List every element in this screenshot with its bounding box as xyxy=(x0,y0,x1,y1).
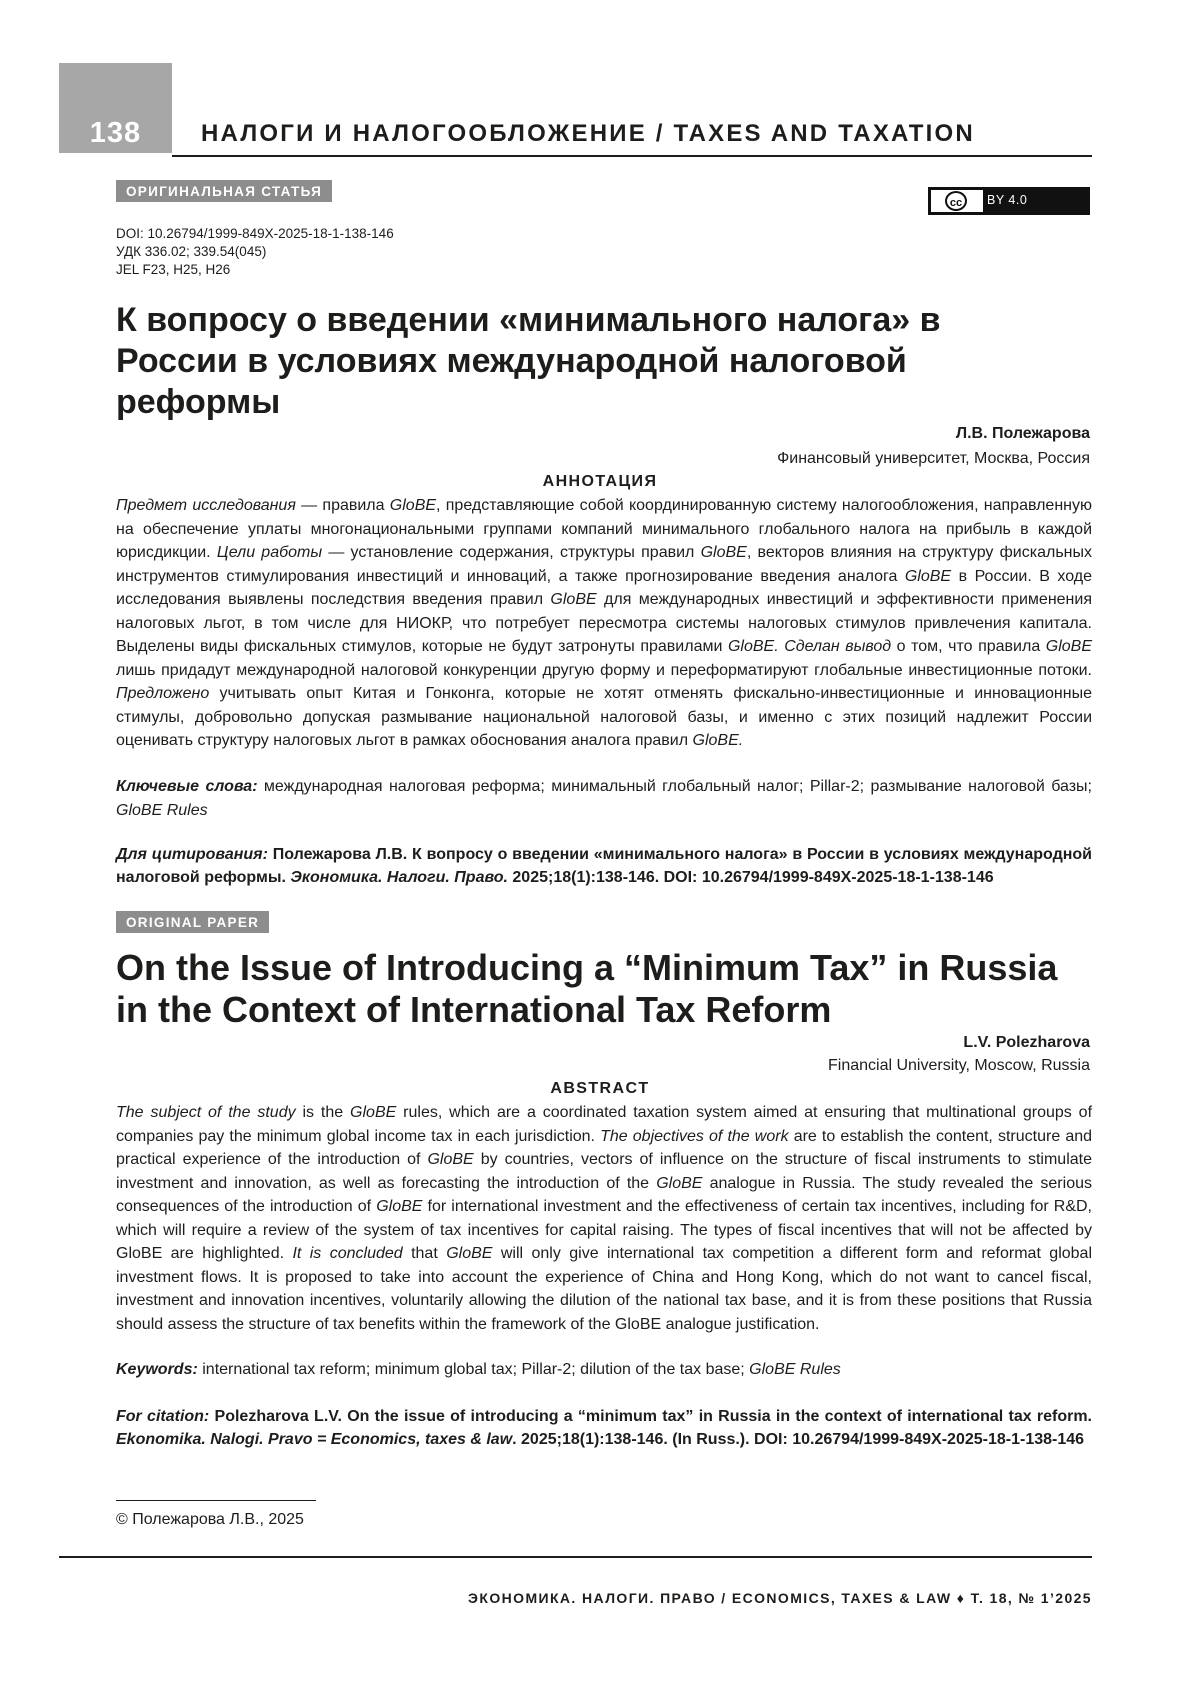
jel-codes: JEL F23, H25, H26 xyxy=(116,262,231,277)
cc-icon: cc xyxy=(945,191,967,211)
copyright: © Полежарова Л.В., 2025 xyxy=(116,1511,304,1528)
copyright-rule xyxy=(116,1500,316,1501)
cc-license-badge[interactable] xyxy=(928,187,1090,215)
article-title-ru: К вопросу о введении «минимального налога» в России в условиях международной налоговой реформы xyxy=(116,301,941,421)
abstract-heading-ru: АННОТАЦИЯ xyxy=(542,473,658,490)
article-title-en: On the Issue of Introducing a “Minimum Tax” in Russia in the Context of International Tax Reform xyxy=(116,947,1058,1030)
article-type-badge-ru: ОРИГИНАЛЬНАЯ СТАТЬЯ xyxy=(116,180,332,202)
header-rule xyxy=(172,155,1092,157)
page-number: 138 xyxy=(89,117,142,149)
article-type-badge-en: ORIGINAL PAPER xyxy=(116,911,269,933)
section-title: НАЛОГИ И НАЛОГООБЛОЖЕНИЕ / TAXES AND TAXATION xyxy=(201,120,975,147)
abstract-en: The subject of the study is the GloBE rules, which are a coordinated taxation system aimed at ensuring that multinational groups of companies pay the minimum global income tax in each jurisdiction. The objectives of the work are to establish the content, structure and practical experience of the introduction of GloBE by countries, vectors of influence on the structure of fiscal instruments to stimulate investment and innovation, as well as forecasting the introduction of the GloBE analogue in Russia. The study revealed the serious consequences of the introduction of GloBE for international investment and the effectiveness of certain tax incentives, including for R&D, which will require a review of the system of tax incentives for capital raising. The types of fiscal incentives that will not be affected by GloBE are highlighted. It is concluded that GloBE will only give international tax competition a different form and reformat global investment flows. It is proposed to take into account the experience of China and Hong Kong, which do not want to cancel fiscal, investment and innovation incentives, voluntarily allowing the dilution of the national tax base, and it is from these positions that Russia should assess the structure of tax benefits within the framework of the GloBE analogue justification. xyxy=(116,1104,1093,1333)
keywords-en: Keywords: international tax reform; minimum global tax; Pillar-2; dilution of the tax base; GloBE Rules xyxy=(116,1361,841,1378)
license-text: BY 4.0 xyxy=(987,193,1028,207)
author-en: L.V. Polezharova xyxy=(963,1034,1090,1051)
abstract-ru: Предмет исследования — правила GloBE, представляющие собой координированную систему налогообложения, направленную на обеспечение уплаты многонациональными группами компаний минимального глобального налога на прибыль в каждой юрисдикции. Цели работы — установление содержания, структуры правил GloBE, векторов влияния на структуру фискальных инструментов стимулирования инвестиций и инноваций, а также прогнозирование введения аналога GloBE в России. В ходе исследования выявлены последствия введения правил GloBE для международных инвестиций и эффективности применения налоговых льгот, в том числе для НИОКР, что потребует пересмотра системы налоговых стимулов привлечения капитала. Выделены виды фискальных стимулов, которые не будут затронуты правилами GloBE. Сделан вывод о том, что правила GloBE лишь придадут международной налоговой конкуренции другую форму и переформатируют глобальные инвестиционные потоки. Предложено учитывать опыт Китая и Гонконга, которые не хотят отменять фискально-инвестиционные и инновационные стимулы, добровольно допуская размывание национальной налоговой базы, и именно с этих позиций надлежит России оценивать структуру налоговых льгот в рамках обоснования аналога правил GloBE. xyxy=(116,497,1093,749)
doi-ru: DOI: 10.26794/1999-849X-2025-18-1-138-146 xyxy=(116,226,394,241)
abstract-heading-en: ABSTRACT xyxy=(550,1080,650,1097)
udk: УДК 336.02; 339.54(045) xyxy=(116,244,267,259)
author-ru: Л.В. Полежарова xyxy=(955,425,1090,442)
affiliation-en: Financial University, Moscow, Russia xyxy=(827,1057,1090,1074)
footer-rule xyxy=(59,1556,1092,1558)
diamond-icon: ♦ xyxy=(956,1590,966,1606)
affiliation-ru: Финансовый университет, Москва, Россия xyxy=(777,450,1090,467)
journal-footer: ЭКОНОМИКА. НАЛОГИ. ПРАВО / ECONOMICS, TAXES & LAW ♦ Т. 18, № 1’2025 xyxy=(468,1590,1092,1606)
keywords-ru: Ключевые слова: международная налоговая реформа; минимальный глобальный налог; Pillar-2; размывание налоговой базы; GloBE Rules xyxy=(116,778,1093,819)
citation-en: For citation: Polezharova L.V. On the issue of introducing a “minimum tax” in Russia in the context of international tax reform. Ekonomika. Nalogi. Pravo = Economics, taxes & law. 2025;18(1):138-146. (In Russ.). DOI: 10.26794/1999-849X-2025-18-1-138-146 xyxy=(116,1408,1093,1448)
citation-ru: Для цитирования: Полежарова Л.В. К вопросу о введении «минимального налога» в России в условиях международной налоговой реформы. Экономика. Налоги. Право. 2025;18(1):138-146. DOI: 10.26794/1999-849X-2025-18-1-138-146 xyxy=(116,846,1092,886)
